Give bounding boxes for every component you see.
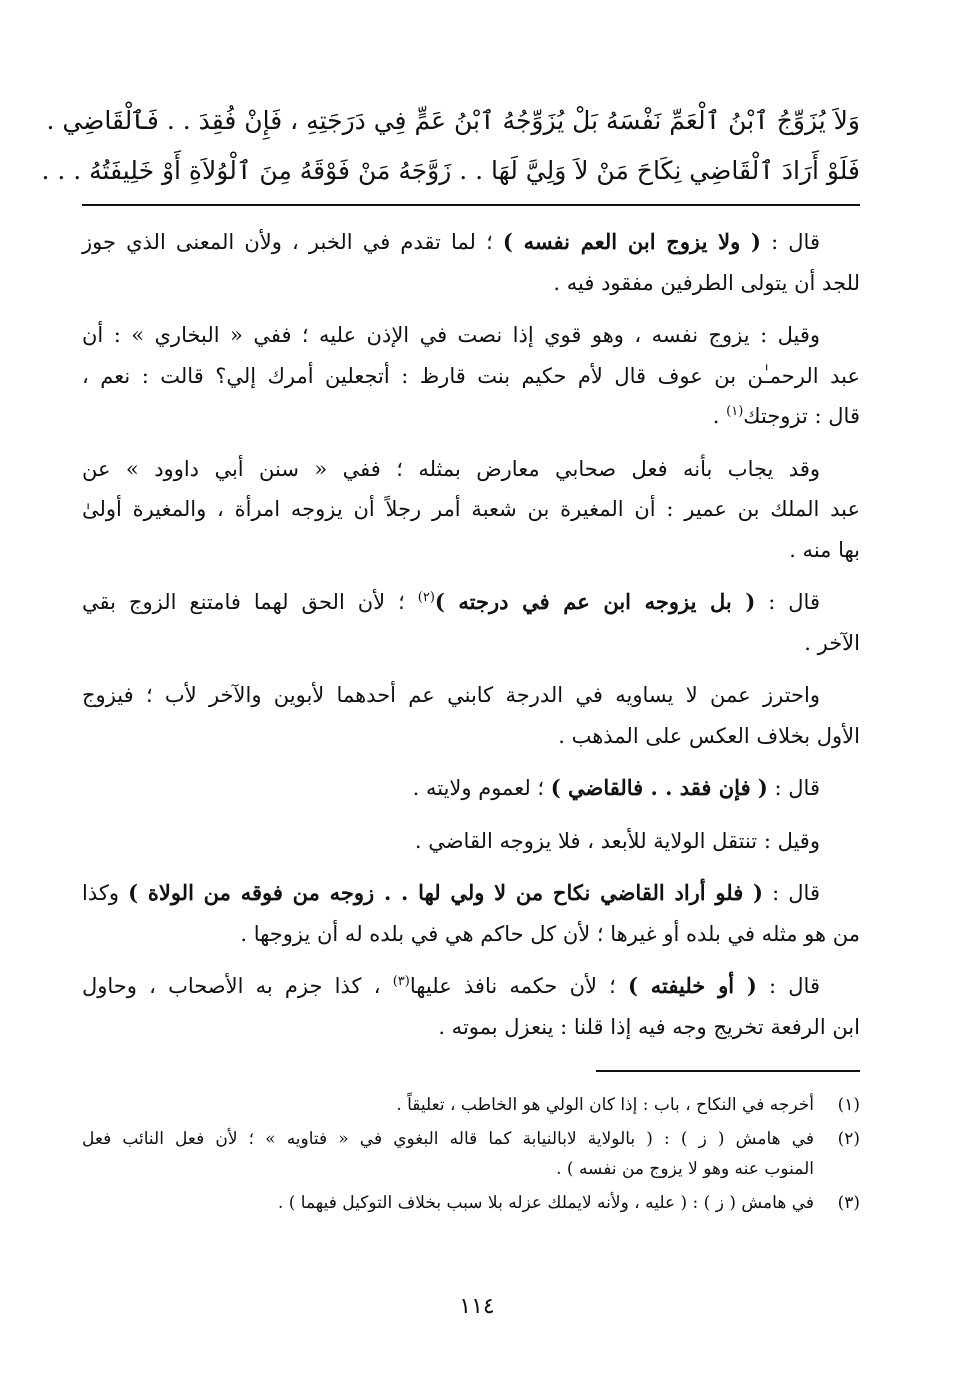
footnote-number: (٢) [837, 1129, 860, 1149]
matn-quote: ( فإن فقد . . فالقاضي ) [550, 775, 768, 800]
footnote-body [82, 1124, 814, 1184]
paragraph-line [82, 966, 860, 1007]
paragraph-line: عبد الملك بن عمير : أن المغيرة بن شعبة أمر رجلاً أن يزوجه امرأة ، والمغيرة أولىٰ [82, 497, 860, 521]
paragraph-line [82, 873, 860, 914]
footnote-line: أخرجه في النكاح ، باب : إذا كان الولي هو الخاطب ، تعليقاً . [396, 1095, 814, 1115]
commentary-text: قال : تزوجتك [743, 404, 860, 428]
paragraph-7 [82, 821, 860, 862]
footnote-1 [82, 1090, 860, 1120]
paragraph-line [82, 396, 860, 437]
commentary-text: ؛ لما تقدم في الخبر ، ولأن المعنى الذي جوز [82, 230, 503, 254]
matn-line-1: وَلاَ يُزَوِّجُ ٱبْنُ ٱلْعَمِّ نَفْسَهُ بَلْ يُزَوِّجُهُ ٱبْنُ عَمٍّ فِي دَرَجَتِهِ ، فَإِنْ فُقِدَ . . فَٱلْقَاضِي . [46, 106, 860, 135]
commentary-text: ، كذا جزم به الأصحاب ، وحاول [82, 974, 393, 998]
footnote-number: (١) [837, 1095, 860, 1115]
paragraph-3 [82, 449, 860, 571]
footnote-body [82, 1188, 814, 1218]
paragraph-line: بها منه . [789, 537, 860, 562]
paragraph-5 [82, 675, 860, 756]
qala-label: قال : [756, 974, 820, 998]
matn-quote: ( فلو أراد القاضي نكاح من لا ولي لها . . زوجه من فوقه من الولاة ) [128, 880, 763, 905]
paragraph-line: الأول بخلاف العكس على المذهب . [558, 723, 860, 748]
paragraph-4 [82, 582, 860, 663]
matn-text [41, 96, 860, 196]
footnote-line: في هامش ( ز ) : ( بالولاية لابالنيابة كما قاله البغوي في « فتاويه » ؛ لأن فعل النائب فعل [82, 1129, 814, 1149]
matn-quote: ( أو خليفته ) [628, 973, 757, 998]
paragraph-line: وقيل : يزوج نفسه ، وهو قوي إذا نصت في الإذن عليه ؛ ففي « البخاري » : أن [82, 323, 820, 347]
paragraph-line: وقد يجاب بأنه فعل صحابي معارض بمثله ؛ ففي « سنن أبي داوود » عن [82, 456, 820, 481]
paragraph-2 [82, 315, 860, 437]
footnote-body [82, 1090, 814, 1120]
qala-label: قال : [767, 776, 820, 800]
matn-quote: ( بل يزوجه ابن عم في درجته ) [434, 589, 756, 614]
qala-label: قال : [760, 230, 820, 254]
matn-quote: ( ولا يزوج ابن العم نفسه ) [502, 229, 761, 254]
commentary-text: . [712, 404, 727, 428]
qala-label: قال : [755, 590, 820, 614]
paragraph-line: وقيل : تنتقل الولاية للأبعد ، فلا يزوجه القاضي . [414, 828, 820, 853]
matn-line-2: فَلَوْ أَرَادَ ٱلْقَاضِي نِكَاحَ مَنْ لاَ وَلِيَّ لَهَا . . زَوَّجَهُ مَنْ فَوْقَهُ مِنَ ٱلْوُلاَةِ أَوْ خَلِيفَتُهُ . . . [41, 156, 860, 185]
footnote-ref-1[interactable]: (١) [726, 404, 744, 419]
paragraph-8 [82, 873, 860, 954]
page-number: ١١٤ [459, 1294, 495, 1319]
footnote-line: في هامش ( ز ) : ( عليه ، ولأنه لايملك عزله بلا سبب بخلاف التوكيل فيهما ) . [277, 1193, 814, 1213]
paragraph-line [82, 582, 860, 623]
paragraph-line: ابن الرفعة تخريج وجه فيه إذا قلنا : ينعزل بموته . [438, 1014, 860, 1039]
commentary-text: ؛ لعموم ولايته . [412, 776, 551, 800]
footnote-3 [82, 1188, 860, 1218]
footnote-number: (٣) [837, 1193, 860, 1213]
paragraph-line: الآخر . [804, 630, 860, 655]
footnotes [82, 1090, 860, 1222]
footnote-ref-2[interactable]: (٢) [417, 590, 435, 605]
paragraph-1 [82, 222, 860, 303]
paragraph-6 [82, 768, 860, 809]
paragraph-line: واحترز عمن لا يساويه في الدرجة كابني عم أحدهما لأبوين والآخر لأب ؛ فيزوج [82, 683, 820, 707]
paragraph-9 [82, 966, 860, 1047]
footnote-2 [82, 1124, 860, 1184]
commentary [82, 222, 860, 1059]
paragraph-line: عبد الرحمـٰن بن عوف قال لأم حكيم بنت قارظ : أتجعلين أمرك إلي؟ قالت : نعم ، [82, 363, 860, 388]
paragraph-line [82, 222, 860, 263]
commentary-text: ؛ لأن الحق لهما فامتنع الزوج بقي [82, 590, 418, 614]
qala-label: قال : [762, 881, 820, 905]
footnote-ref-3[interactable]: (٣) [392, 974, 410, 989]
footnote-separator-rule [596, 1070, 860, 1072]
paragraph-line: للجد أن يتولى الطرفين مفقود فيه . [553, 270, 860, 295]
paragraph-line: من هو مثله في بلده أو غيرها ؛ لأن كل حاكم هي في بلده له أن يزوجها . [240, 921, 860, 946]
commentary-text: ؛ لأن حكمه نافذ عليها [409, 974, 629, 998]
paragraph-line [82, 768, 860, 809]
matn-separator-rule [82, 204, 860, 206]
footnote-line: المنوب عنه وهو لا يزوج من نفسه ) . [556, 1159, 814, 1179]
commentary-text: وكذا [82, 881, 129, 905]
